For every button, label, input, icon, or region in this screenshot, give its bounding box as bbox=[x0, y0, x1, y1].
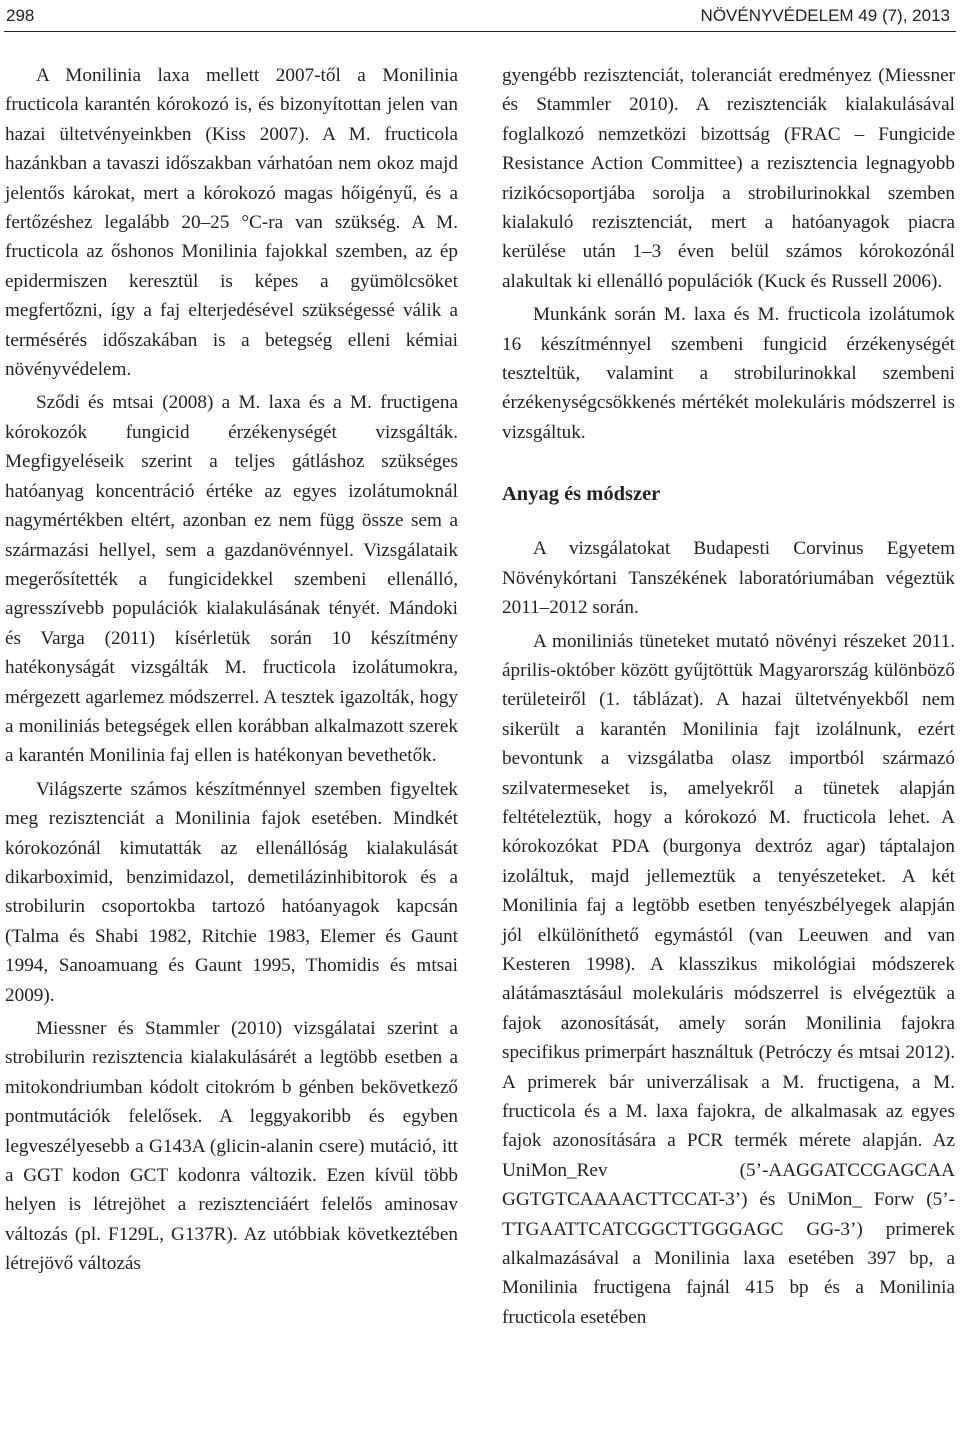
header-rule bbox=[4, 31, 956, 32]
paragraph: A moniliniás tüneteket mutató növényi részeket 2011. április-október között gyűjtöttük Magyarország különböző területeiről (1. táblázat). A hazai ültetvényekből nem sikerült a karantén Monilinia fajt izolálnunk, ezért bevontunk a vizsgálatba olasz importból származó szilvatermeseket is, amelyekről a tünetek alapján feltételeztük, hogy a kórokozó M. fructicola lehet. A kórokozókat PDA (burgonya dextróz agar) táptalajon izoláltuk, majd jellemeztük a tenyészeteket. A két Monilinia faj a legtöbb esetben tenyészbélyegek alapján jól elkülöníthető egymástól (van Leeuwen and van Kesteren 1998). A klasszikus mikológiai módszerek alátámasztásául molekuláris módszerrel is elvégeztük a fajok azonosítását, amely során Monilinia fajokra specifikus primerpárt használtuk (Petróczy és mtsai 2012). A primerek bár univerzálisak a M. fructigena, a M. fructicola és a M. laxa fajokra, de alkalmasak az egyes fajok azonosítására a PCR termék mérete alapján. Az UniMon_Rev (5’-AAGGATCCGAGCAA GGTGTCAAAACTTCCAT-3’) és UniMon_ Forw (5’-TTGAATTCATCGGCTTGGGAGC GG-3’) primerek alkalmazásával a Monilinia laxa esetében 397 bp, a Monilinia fructigena fajnál 415 bp és a Monilinia fructicola esetében bbox=[502, 630, 955, 1328]
journal-citation: NÖVÉNYVÉDELEM 49 (7), 2013 bbox=[700, 6, 950, 25]
page-header bbox=[0, 0, 960, 36]
paragraph: Világszerte számos készítménnyel szemben figyeltek meg rezisztenciát a Monilinia fajok esetében. Mindkét kórokozónál kimutatták az ellenállóság kialakulását dikarboximid, benzimidazol, demetilázinhibitorok és a strobilurin csoportokba tartozó hatóanyagok kapcsán (Talma és Shabi 1982, Ritchie 1983, Elemer és Gaunt 1994, Sanoamuang és Gaunt 1995, Thomidis és mtsai 2009). bbox=[5, 778, 458, 1006]
section-heading: Anyag és módszer bbox=[502, 483, 661, 506]
left-column bbox=[5, 61, 458, 1279]
paragraph: Miessner és Stammler (2010) vizsgálatai szerint a strobilurin rezisztencia kialakulásárét a legtöbb esetben a mitokondriumban kódolt citokróm b génben bekövetkező pontmutációk felelősek. A leggyakoribb és egyben legveszélyesebb a G143A (glicin-alanin csere) mutáció, itt a GGT kodon GCT kodonra változik. Ezen kívül több helyen is létrejöhet a rezisztenciáért felelős aminosav változás (pl. F129L, G137R). Az utóbbiak következtében létrejövő változás bbox=[5, 1018, 458, 1275]
paragraph: gyengébb rezisztenciát, toleranciát eredményez (Miessner és Stammler 2010). A rezisztenciák kialakulásával foglalkozó nemzetközi bizottság (FRAC – Fungicide Resistance Action Committee) a rezisztencia legnagyobb rizikócsoportjába sorolja a strobilurinokkal szemben kialakuló rezisztenciát, mert a hatóanyagok piacra kerülése után 1–3 éven belül számos kórokozónál alakultak ki ellenálló populációk (Kuck és Russell 2006). bbox=[502, 65, 955, 292]
paragraph: Munkánk során M. laxa és M. fructicola izolátumok 16 készítménnyel szembeni fungicid érzékenységét teszteltük, valamint a strobilurinokkal szembeni érzékenységcsökkenés mértékét molekuláris módszerrel is vizsgáltuk. bbox=[502, 304, 955, 443]
paragraph: A vizsgálatokat Budapesti Corvinus Egyetem Növénykórtani Tanszékének laboratóriumában végeztük 2011–2012 során. bbox=[502, 538, 955, 619]
right-column bbox=[502, 61, 955, 1332]
paragraph: Sződi és mtsai (2008) a M. laxa és a M. fructigena kórokozók fungicid érzékenységét vizsgálták. Megfigyeléseik szerint a teljes gátláshoz szükséges hatóanyag koncentráció értéke az egyes izolátumoknál nagymértékben eltért, azonban ez nem függ össze sem a származási hellyel, sem a gazdanövénnyel. Vizsgálataik megerősítették a fungicidekkel szembeni ellenálló, agresszívebb populációk kialakulásának tényét. Mándoki és Varga (2011) kísérletük során 10 készítmény hatékonyságát vizsgálták M. fructicola izolátumokra, mérgezett agarlemez módszerrel. A tesztek igazolták, hogy a moniliniás betegségek ellen korábban alkalmazott szerek a karantén Monilinia faj ellen is hatékonyan bevethetők. bbox=[5, 392, 458, 767]
paragraph: A Monilinia laxa mellett 2007-től a Monilinia fructicola karantén kórokozó is, és bizonyítottan jelen van hazai ültetvényeinkben (Kiss 2007). A M. fructicola hazánkban a tavaszi időszakban várhatóan nem okoz majd jelentős károkat, mert a kórokozó magas hőigényű, és a fertőzéshez legalább 20–25 °C-ra van szükség. A M. fructicola az őshonos Monilinia fajokkal szemben, az ép epidermiszen keresztül is képes a gyümölcsöket megfertőzni, így a faj elterjedésével szükségessé válik a termésérés időszakában is a betegség elleni kémiai növényvédelem. bbox=[5, 65, 458, 381]
page-number: 298 bbox=[6, 6, 35, 25]
